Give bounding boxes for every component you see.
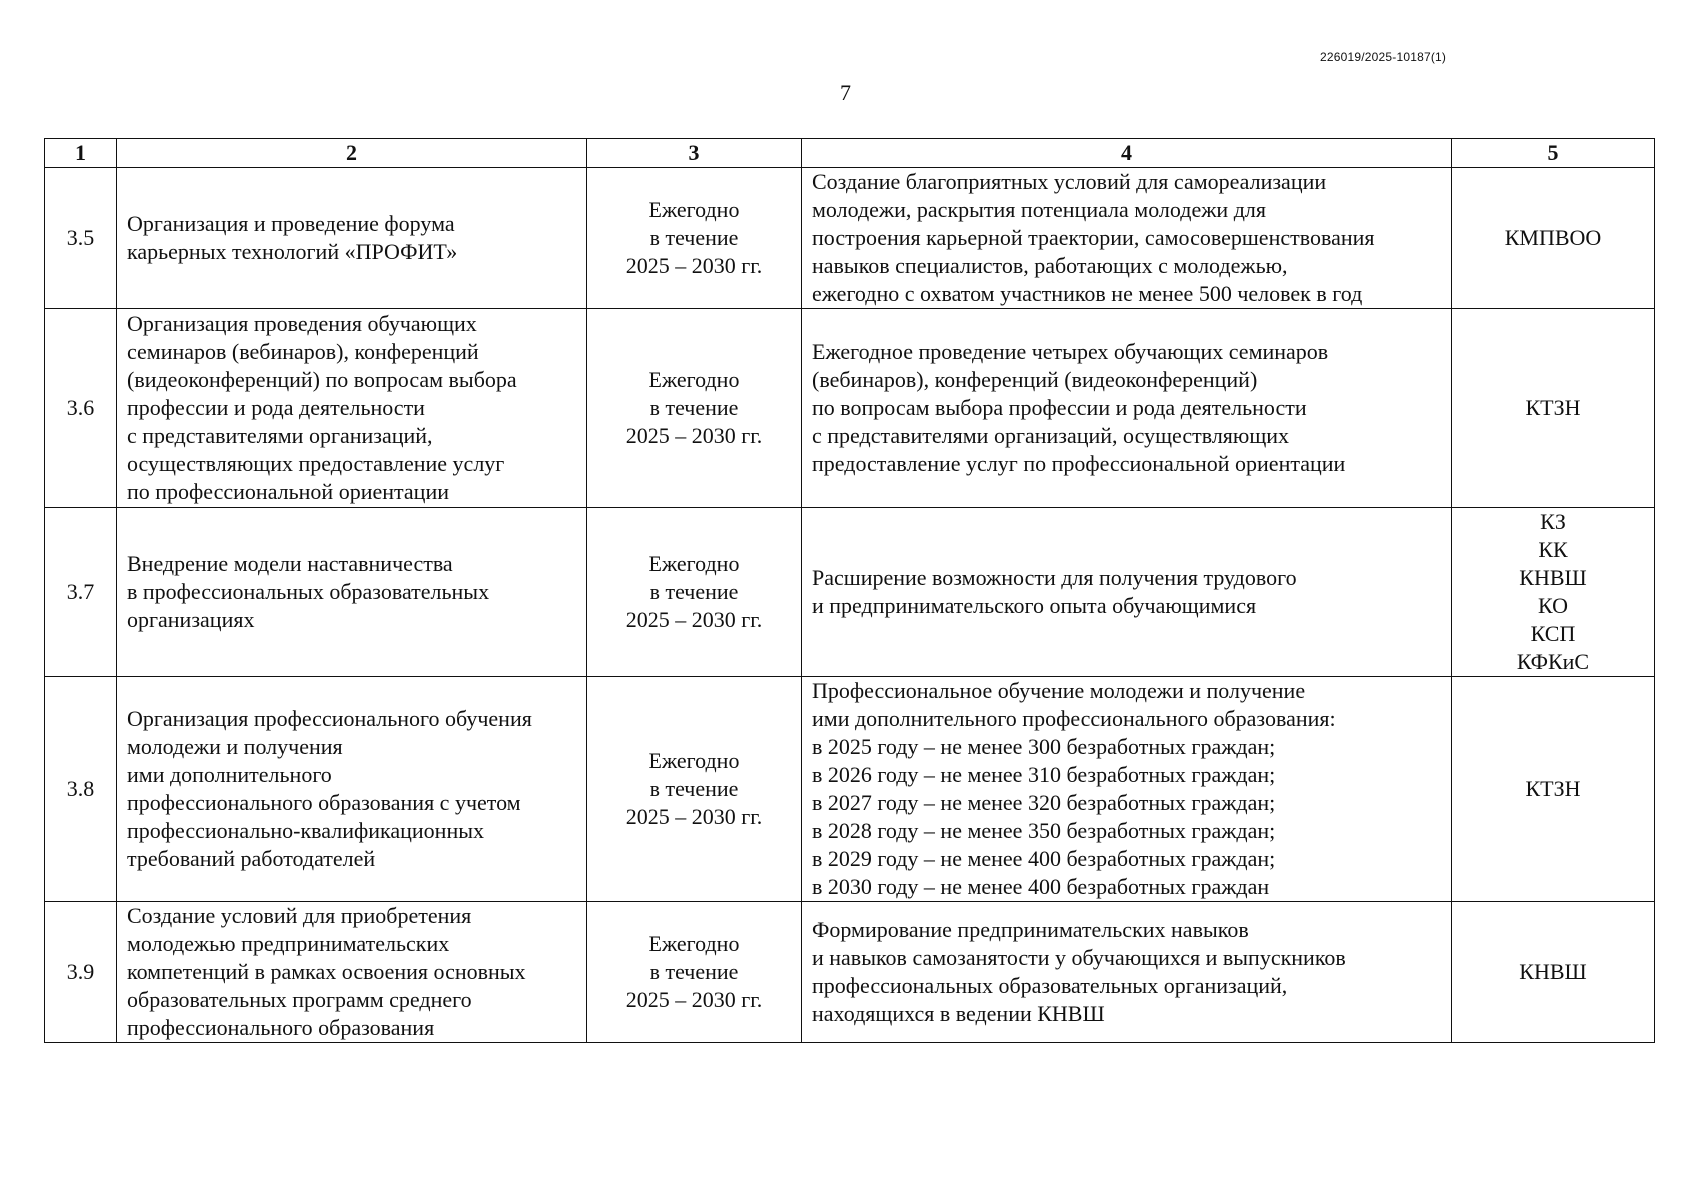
text-line: 2025 – 2030 гг.: [625, 253, 763, 278]
text-line: находящихся в ведении КНВШ: [812, 1001, 1105, 1026]
text-line: КНВШ: [1519, 565, 1587, 590]
expected-result-cell: [802, 168, 1452, 309]
measure-cell: [117, 677, 587, 902]
term-cell: [587, 902, 802, 1043]
measure-cell: [117, 168, 587, 309]
text-line: профессионального образования: [127, 1015, 435, 1040]
text-line: компетенций в рамках освоения основных: [127, 959, 526, 984]
text-line: КЗ: [1540, 509, 1566, 534]
text-line: организациях: [127, 607, 255, 632]
text-line: КНВШ: [1519, 959, 1587, 984]
text-line: Организация и проведение форума: [127, 211, 455, 236]
text-line: 2025 – 2030 гг.: [625, 804, 763, 829]
text-line: и навыков самозанятости у обучающихся и выпускников: [812, 945, 1346, 970]
text-line: Ежегодно: [648, 551, 740, 576]
row-number-cell: 3.7: [45, 508, 117, 677]
table-row: [45, 508, 1655, 677]
text-line: КТЗН: [1525, 776, 1581, 801]
text-line: в течение: [649, 959, 739, 984]
executors-cell: [1452, 902, 1655, 1043]
text-line: в 2026 году – не менее 310 безработных граждан;: [812, 762, 1276, 787]
text-line: Ежегодно: [648, 931, 740, 956]
text-line: с представителями организаций, осуществляющих: [812, 423, 1290, 448]
row-number-cell: 3.5: [45, 168, 117, 309]
text-line: Расширение возможности для получения трудового: [812, 565, 1297, 590]
measure-cell: [117, 902, 587, 1043]
column-header-3: 3: [587, 139, 802, 168]
text-line: (вебинаров), конференций (видеоконференций): [812, 367, 1258, 392]
text-line: в 2027 году – не менее 320 безработных граждан;: [812, 790, 1276, 815]
text-line: 2025 – 2030 гг.: [625, 423, 763, 448]
row-number-cell: 3.8: [45, 677, 117, 902]
text-line: КК: [1538, 537, 1568, 562]
term-cell: [587, 508, 802, 677]
text-line: в 2028 году – не менее 350 безработных граждан;: [812, 818, 1276, 843]
text-line: в 2025 году – не менее 300 безработных граждан;: [812, 734, 1276, 759]
row-number-cell: 3.6: [45, 309, 117, 508]
text-line: в течение: [649, 776, 739, 801]
table-row: [45, 677, 1655, 902]
executors-cell: [1452, 309, 1655, 508]
text-line: Внедрение модели наставничества: [127, 551, 453, 576]
table-header-row: [45, 139, 1655, 168]
expected-result-cell: [802, 902, 1452, 1043]
executors-cell: [1452, 168, 1655, 309]
table-body: [45, 168, 1655, 1043]
column-header-4: 4: [802, 139, 1452, 168]
text-line: 2025 – 2030 гг.: [625, 607, 763, 632]
text-line: профессиональных образовательных организаций,: [812, 973, 1288, 998]
text-line: ими дополнительного профессионального образования:: [812, 706, 1336, 731]
page-number: 7: [840, 80, 851, 105]
text-line: профессионального образования с учетом: [127, 790, 521, 815]
measure-cell: [117, 309, 587, 508]
term-cell: [587, 168, 802, 309]
expected-result-cell: [802, 309, 1452, 508]
column-header-2: 2: [117, 139, 587, 168]
text-line: Профессиональное обучение молодежи и получение: [812, 678, 1306, 703]
measure-cell: [117, 508, 587, 677]
text-line: Ежегодно: [648, 748, 740, 773]
table-row: [45, 309, 1655, 508]
text-line: Ежегодное проведение четырех обучающих семинаров: [812, 339, 1329, 364]
text-line: в 2030 году – не менее 400 безработных граждан: [812, 874, 1270, 899]
measures-table: [44, 138, 1655, 1043]
document-registration-number: 226019/2025-10187(1): [1320, 50, 1447, 64]
text-line: КМПВОО: [1504, 225, 1602, 250]
text-line: Организация профессионального обучения: [127, 706, 532, 731]
text-line: в 2029 году – не менее 400 безработных граждан;: [812, 846, 1276, 871]
text-line: в течение: [649, 225, 739, 250]
text-line: требований работодателей: [127, 846, 376, 871]
text-line: с представителями организаций,: [127, 423, 433, 448]
term-cell: [587, 677, 802, 902]
expected-result-cell: [802, 677, 1452, 902]
row-number-cell: 3.9: [45, 902, 117, 1043]
text-line: профессии и рода деятельности: [127, 395, 425, 420]
text-line: Ежегодно: [648, 367, 740, 392]
text-line: Организация проведения обучающих: [127, 311, 477, 336]
column-header-1: 1: [45, 139, 117, 168]
expected-result-cell: [802, 508, 1452, 677]
text-line: построения карьерной траектории, самосовершенствования: [812, 225, 1375, 250]
term-cell: [587, 309, 802, 508]
executors-cell: [1452, 677, 1655, 902]
text-line: КФКиС: [1516, 649, 1590, 674]
text-line: КО: [1537, 593, 1568, 618]
text-line: (видеоконференций) по вопросам выбора: [127, 367, 517, 392]
text-line: по вопросам выбора профессии и рода деятельности: [812, 395, 1307, 420]
text-line: в течение: [649, 395, 739, 420]
text-line: осуществляющих предоставление услуг: [127, 451, 505, 476]
text-line: молодежи, раскрытия потенциала молодежи для: [812, 197, 1266, 222]
text-line: ими дополнительного: [127, 762, 332, 787]
text-line: молодежи и получения: [127, 734, 343, 759]
text-line: молодежью предпринимательских: [127, 931, 450, 956]
text-line: образовательных программ среднего: [127, 987, 472, 1012]
text-line: и предпринимательского опыта обучающимися: [812, 593, 1257, 618]
executors-cell: [1452, 508, 1655, 677]
text-line: предоставление услуг по профессиональной ориентации: [812, 451, 1346, 476]
text-line: карьерных технологий «ПРОФИТ»: [127, 239, 458, 264]
text-line: Формирование предпринимательских навыков: [812, 917, 1249, 942]
text-line: КСП: [1530, 621, 1576, 646]
text-line: навыков специалистов, работающих с молодежью,: [812, 253, 1288, 278]
text-line: 2025 – 2030 гг.: [625, 987, 763, 1012]
text-line: семинаров (вебинаров), конференций: [127, 339, 479, 364]
text-line: Ежегодно: [648, 197, 740, 222]
text-line: ежегодно с охватом участников не менее 500 человек в год: [812, 281, 1363, 306]
text-line: Создание благоприятных условий для самореализации: [812, 169, 1327, 194]
text-line: Создание условий для приобретения: [127, 903, 472, 928]
text-line: по профессиональной ориентации: [127, 479, 449, 504]
column-header-5: 5: [1452, 139, 1655, 168]
text-line: КТЗН: [1525, 395, 1581, 420]
table-row: [45, 902, 1655, 1043]
text-line: профессионально-квалификационных: [127, 818, 485, 843]
table-row: [45, 168, 1655, 309]
text-line: в течение: [649, 579, 739, 604]
text-line: в профессиональных образовательных: [127, 579, 490, 604]
